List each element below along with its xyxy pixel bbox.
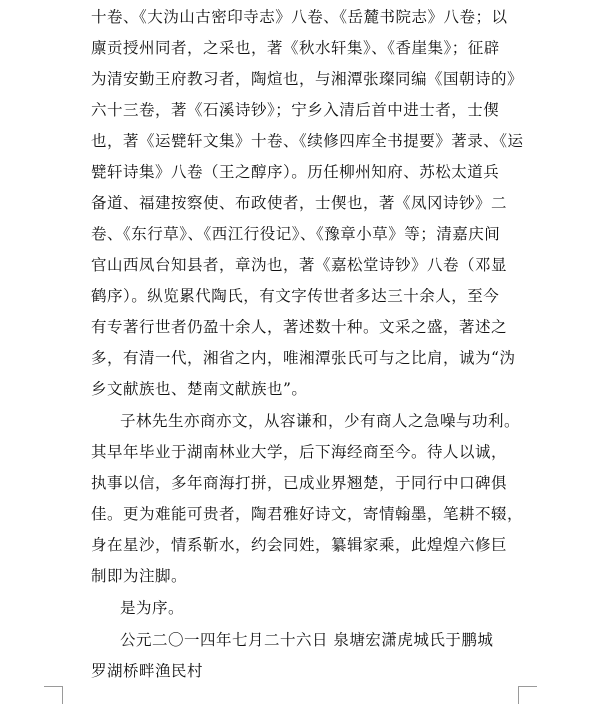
crop-mark-bottom-right-vertical: [518, 686, 519, 704]
closing-line: 是为序。: [120, 599, 185, 617]
paragraph-line: 有专著行世者仍盈十余人，著述数十种。文采之盛，著述之: [91, 318, 508, 336]
paragraph-line: 鹤序）。纵览累代陶氏，有文字传世者多达三十余人，至今: [91, 287, 500, 305]
paragraph-line: 乡文献族也、楚南文献族也”。: [91, 380, 308, 398]
location-line: 罗湖桥畔渔民村: [91, 662, 204, 680]
paragraph-line: 廪贡授州同者，之采也，著《秋水轩集》、《香崖集》；征辟: [91, 39, 500, 57]
paragraph-line: 十卷、《大沩山古密印寺志》八卷、《岳麓书院志》八卷；以: [91, 8, 508, 26]
paragraph-line: 备道、福建按察使、布政使者，士偰也，著《凤冈诗钞》二: [91, 194, 508, 212]
paragraph-line: 官山西凤台知县者，章沩也，著《嘉松堂诗钞》八卷（邓显: [91, 256, 508, 274]
paragraph-line: 制即为注脚。: [91, 567, 188, 585]
crop-mark-bottom-left-horizontal: [44, 686, 62, 687]
paragraph-line: 执事以信，多年商海打拼，已成业界翘楚，于同行中口碑俱: [91, 474, 508, 492]
paragraph-line: 身在星沙，情系靳水，约会同姓，纂辑家乘，此煌煌六修巨: [91, 536, 508, 554]
paragraph-line: 多，有清一代，湘省之内，唯湘潭张氏可与之比肩，诚为“沩: [91, 349, 516, 367]
paragraph-line: 甓轩诗集》八卷（王之醇序）。历任柳州知府、苏松太道兵: [91, 163, 500, 181]
paragraph-line: 卷、《东行草》、《西江行役记》、《豫章小草》等；清嘉庆间: [91, 225, 501, 243]
paragraph-line: 六十三卷，著《石溪诗钞》；宁乡入清后首中进士者，士偰: [91, 101, 500, 119]
paragraph-line: 子林先生亦商亦文，从容谦和，少有商人之急噪与功利。: [120, 412, 521, 430]
crop-mark-bottom-right-horizontal: [519, 686, 537, 687]
paragraph-line: 佳。更为难能可贵者，陶君雅好诗文，寄情翰墨，笔耕不辍，: [91, 505, 524, 523]
paragraph-line: 也，著《运甓轩文集》十卷、《续修四库全书提要》著录、《运: [91, 132, 524, 150]
paragraph-line: 其早年毕业于湖南林业大学，后下海经商至今。待人以诚，: [91, 443, 508, 461]
date-signature-line: 公元二〇一四年七月二十六日 泉塘宏潇虎城氏于鹏城: [120, 631, 494, 649]
paragraph-line: 为清安勤王府教习者，陶煊也，与湘潭张璨同编《国朝诗的》: [91, 70, 524, 88]
crop-mark-bottom-left-vertical: [62, 686, 63, 704]
